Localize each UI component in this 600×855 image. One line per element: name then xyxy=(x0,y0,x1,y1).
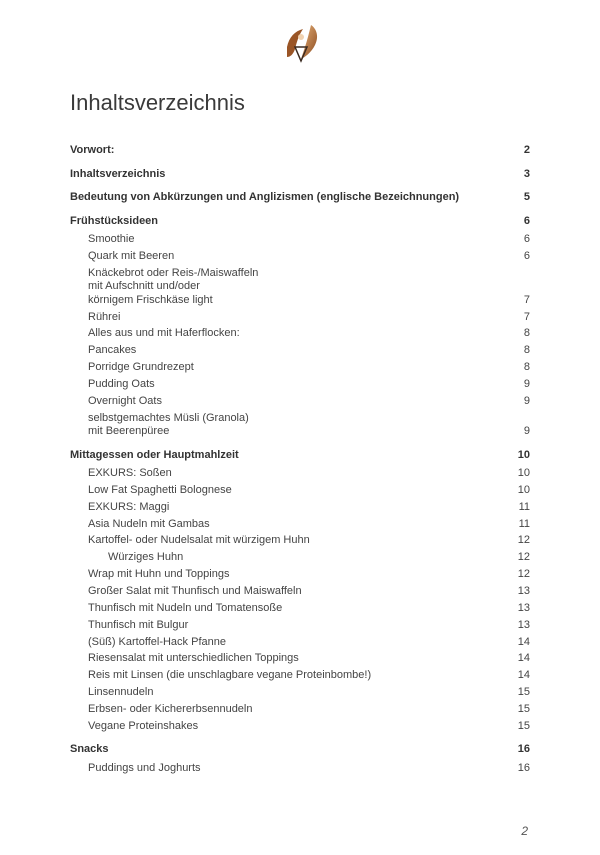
toc-entry-page: 6 xyxy=(523,249,530,262)
toc-entry-label: Vegane Proteinshakes xyxy=(88,719,199,732)
toc-entry[interactable] xyxy=(70,551,530,565)
toc-entry[interactable] xyxy=(70,518,530,532)
toc-entry-page: 2 xyxy=(523,144,530,156)
toc-entry-page: 13 xyxy=(517,601,530,614)
toc-entry[interactable] xyxy=(70,311,530,325)
toc-entry-page: 6 xyxy=(523,233,530,245)
toc-entry-label: Mittagessen oder Hauptmahlzeit xyxy=(70,448,239,461)
toc-entry-label: Thunfisch mit Nudeln und Tomatensoße xyxy=(88,601,283,614)
toc-section-entry[interactable] xyxy=(70,191,530,205)
toc-entry[interactable] xyxy=(70,636,530,650)
toc-entry[interactable] xyxy=(70,669,530,683)
toc-section-entry[interactable] xyxy=(70,168,530,182)
toc-entry-page: 11 xyxy=(518,500,530,513)
toc-entry-label: Pudding Oats xyxy=(88,377,155,390)
toc-entry-page: 3 xyxy=(523,167,530,180)
toc-entry-label: Inhaltsverzeichnis xyxy=(70,167,166,180)
toc-section-entry[interactable] xyxy=(70,449,530,463)
toc-entry-label: Riesensalat mit unterschiedlichen Toppings xyxy=(88,652,299,665)
toc-entry-label: Snacks xyxy=(70,743,109,756)
toc-entry-label: Rührei xyxy=(88,310,121,323)
toc-entry-label: EXKURS: Soßen xyxy=(88,467,172,480)
toc-entry[interactable] xyxy=(70,686,530,700)
toc-entry-page: 10 xyxy=(517,467,530,480)
toc-entry-label: Knäckebrot oder Reis-/Maiswaffeln mit Aufschnitt und/oder körnigem Frischkäse light xyxy=(88,266,259,306)
toc-entry-page: 15 xyxy=(517,686,530,699)
toc-entry[interactable] xyxy=(70,703,530,717)
fitness-figure-logo-icon xyxy=(281,23,321,63)
toc-entry-label: selbstgemachtes Müsli (Granola) mit Beerenpüree xyxy=(88,411,249,438)
toc-entry-label: Wrap mit Huhn und Toppings xyxy=(88,568,230,581)
toc-entry-label: Porridge Grundrezept xyxy=(88,361,194,374)
toc-entry-label: Puddings und Joghurts xyxy=(88,761,201,774)
toc-entry-label: Großer Salat mit Thunfisch und Maiswaffeln xyxy=(88,585,302,597)
toc-entry-page: 14 xyxy=(517,635,530,648)
toc-entry[interactable] xyxy=(70,267,530,308)
toc-entry-page: 5 xyxy=(523,191,530,203)
toc-entry-label: Erbsen- oder Kichererbsennudeln xyxy=(88,702,253,715)
brand-logo xyxy=(281,23,321,63)
toc-entry[interactable] xyxy=(70,361,530,375)
toc-entry-page: 16 xyxy=(517,743,530,756)
toc-entry-page: 9 xyxy=(523,377,530,390)
toc-entry[interactable] xyxy=(70,619,530,633)
toc-entry-page: 6 xyxy=(523,214,530,227)
toc-entry-page: 16 xyxy=(517,761,530,774)
toc-entry-label: Quark mit Beeren xyxy=(88,249,175,262)
toc-entry-page: 8 xyxy=(523,361,530,374)
toc-entry-page: 13 xyxy=(517,585,530,597)
toc-entry-label: Linsennudeln xyxy=(88,686,154,699)
toc-entry[interactable] xyxy=(70,720,530,734)
toc-entry-label: Alles aus und mit Haferflocken: xyxy=(88,327,240,340)
toc-entry[interactable] xyxy=(70,395,530,409)
toc-entry-label: Smoothie xyxy=(88,233,135,245)
toc-entry-page: 10 xyxy=(517,448,530,461)
toc-entry[interactable] xyxy=(70,467,530,481)
toc-entry-page: 8 xyxy=(523,327,530,340)
toc-entry[interactable] xyxy=(70,484,530,498)
toc-entry-label: Low Fat Spaghetti Bolognese xyxy=(88,483,232,496)
toc-entry-page: 13 xyxy=(517,618,530,631)
toc-section-entry[interactable] xyxy=(70,215,530,229)
toc-entry-page: 10 xyxy=(517,483,530,496)
toc-entry-page: 12 xyxy=(517,534,530,547)
toc-entry[interactable] xyxy=(70,412,530,439)
toc-entry-page: 14 xyxy=(517,652,530,665)
toc-entry[interactable] xyxy=(70,534,530,548)
toc-entry-label: Vorwort: xyxy=(70,144,115,156)
toc-entry-page: 8 xyxy=(523,344,530,357)
toc-entry[interactable] xyxy=(70,568,530,582)
toc-entry-page: 7 xyxy=(523,310,530,323)
table-of-contents xyxy=(70,140,530,779)
toc-entry-label: EXKURS: Maggi xyxy=(88,500,170,513)
toc-entry[interactable] xyxy=(70,378,530,392)
toc-entry-page: 9 xyxy=(523,394,530,407)
toc-section-entry[interactable] xyxy=(70,144,530,158)
toc-entry-page: 7 xyxy=(523,293,530,306)
toc-entry[interactable] xyxy=(70,585,530,599)
toc-entry-page: 9 xyxy=(523,425,530,438)
toc-entry[interactable] xyxy=(70,762,530,776)
toc-entry-label: Kartoffel- oder Nudelsalat mit würzigem Huhn xyxy=(88,534,310,547)
toc-entry[interactable] xyxy=(70,501,530,515)
toc-entry-label: Thunfisch mit Bulgur xyxy=(88,618,189,631)
toc-entry-label: Overnight Oats xyxy=(88,394,162,407)
toc-entry-label: Reis mit Linsen (die unschlagbare vegane Proteinbombe!) xyxy=(88,669,372,682)
toc-entry-label: Bedeutung von Abkürzungen und Anglizismen (englische Bezeichnungen) xyxy=(70,191,460,203)
toc-entry-label: Frühstücksideen xyxy=(70,214,159,227)
toc-entry[interactable] xyxy=(70,344,530,358)
page-number: 2 xyxy=(521,824,528,838)
page-title: Inhaltsverzeichnis xyxy=(70,90,245,115)
toc-entry-label: Pancakes xyxy=(88,344,137,357)
toc-section-entry[interactable] xyxy=(70,743,530,757)
toc-entry[interactable] xyxy=(70,602,530,616)
toc-entry-page: 12 xyxy=(517,551,530,564)
toc-entry-page: 14 xyxy=(517,669,530,682)
toc-entry[interactable] xyxy=(70,250,530,264)
toc-entry-label: Würziges Huhn xyxy=(108,551,184,564)
toc-entry-page: 15 xyxy=(517,719,530,732)
toc-entry-label: (Süß) Kartoffel-Hack Pfanne xyxy=(88,635,226,648)
toc-entry-page: 11 xyxy=(518,517,530,530)
toc-entry[interactable] xyxy=(70,327,530,341)
toc-entry-page: 15 xyxy=(517,702,530,715)
toc-entry[interactable] xyxy=(70,652,530,666)
toc-entry-label: Asia Nudeln mit Gambas xyxy=(88,517,210,530)
toc-entry-page: 12 xyxy=(517,568,530,581)
toc-entry[interactable] xyxy=(70,233,530,247)
